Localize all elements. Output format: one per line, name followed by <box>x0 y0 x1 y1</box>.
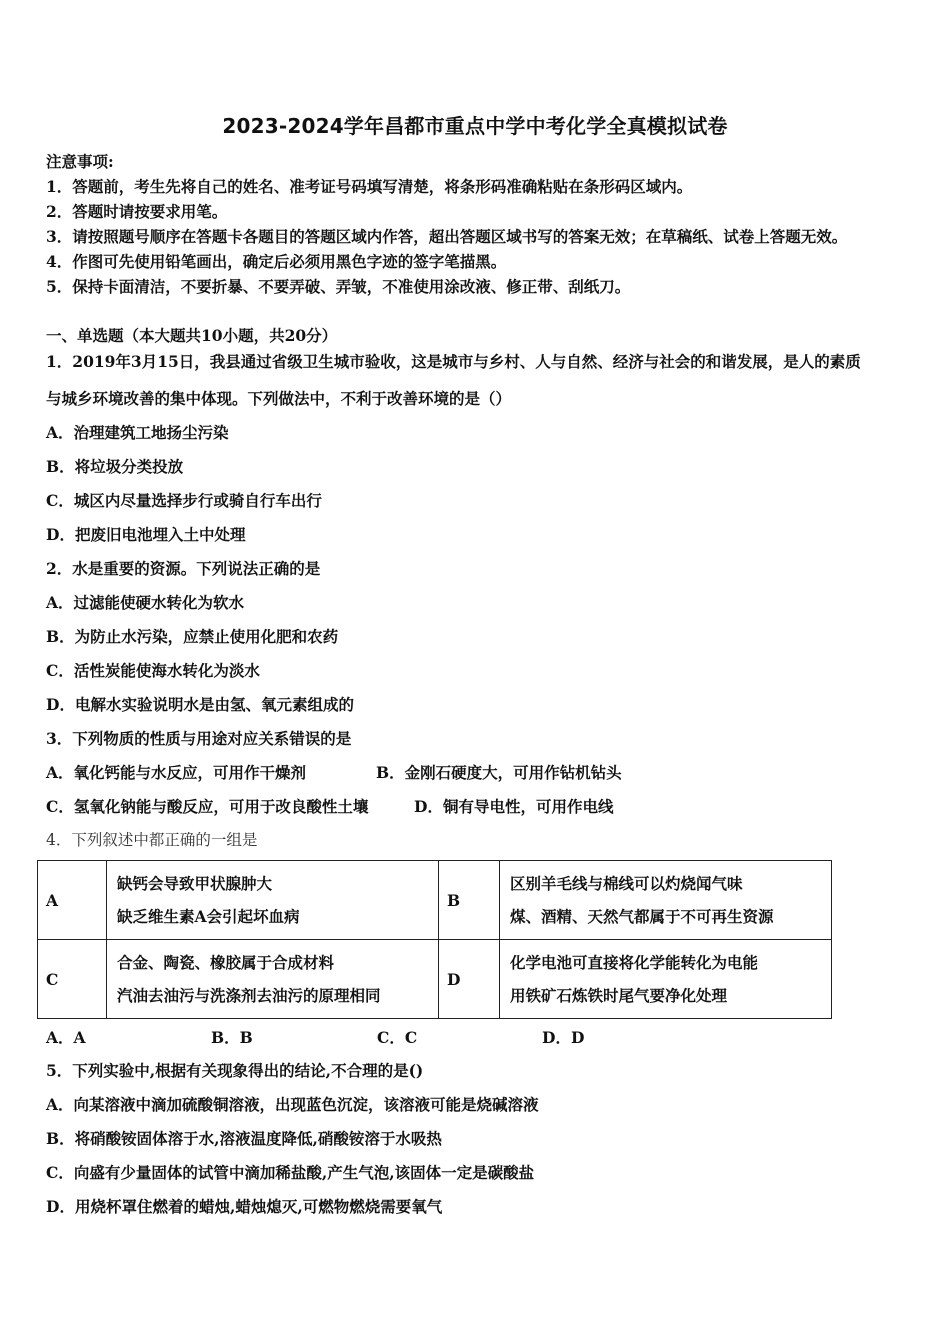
notice-item: 1．答题前，考生先将自己的姓名、准考证号码填写清楚，将条形码准确粘贴在条形码区域内。 <box>46 177 693 196</box>
q2-option-a: A．过滤能使硬水转化为软水 <box>46 593 245 612</box>
q3-option-b: B．金刚石硬度大，可用作钻机钻头 <box>376 763 622 782</box>
q4-stem: 4．下列叙述中都正确的一组是 <box>46 831 258 849</box>
q2-stem: 2．水是重要的资源。下列说法正确的是 <box>46 559 321 578</box>
notice-heading: 注意事项: <box>46 152 114 171</box>
notice-item: 4．作图可先使用铅笔画出，确定后必须用黑色字迹的签字笔描黑。 <box>46 252 507 271</box>
q3-option-a: A．氧化钙能与水反应，可用作干燥剂 <box>46 763 307 782</box>
q5-stem: 5．下列实验中,根据有关现象得出的结论,不合理的是() <box>46 1061 424 1080</box>
notice-item: 5．保持卡面清洁，不要折暴、不要弄破、弄皱，不准使用涂改液、修正带、刮纸刀。 <box>46 277 631 296</box>
notice-item: 3．请按照题号顺序在答题卡各题目的答题区域内作答，超出答题区域书写的答案无效；在草稿纸、试卷上答题无效。 <box>46 227 848 246</box>
page-title: 2023-2024学年昌都市重点中学中考化学全真模拟试卷 <box>222 114 728 138</box>
cell-line: 缺乏维生素A会引起坏血病 <box>117 907 300 926</box>
q1-stem-line2: 与城乡环境改善的集中体现。下列做法中，不利于改善环境的是（） <box>46 389 512 408</box>
table-cell-label: C <box>38 940 107 1019</box>
q2-option-d: D．电解水实验说明水是由氢、氧元素组成的 <box>46 695 354 714</box>
table-row <box>38 940 832 1019</box>
cell-line: 用铁矿石炼铁时尾气要净化处理 <box>510 986 728 1005</box>
table-cell <box>500 940 832 1019</box>
table-cell <box>500 861 832 940</box>
cell-line: 煤、酒精、天然气都属于不可再生资源 <box>510 907 774 926</box>
notice-item: 2．答题时请按要求用笔。 <box>46 202 228 221</box>
table-cell-label: D <box>439 940 500 1019</box>
q5-option-b: B．将硝酸铵固体溶于水,溶液温度降低,硝酸铵溶于水吸热 <box>46 1129 442 1148</box>
q4-option-c: C．C <box>377 1028 418 1047</box>
q1-option-a: A．治理建筑工地扬尘污染 <box>46 423 229 442</box>
q3-stem: 3．下列物质的性质与用途对应关系错误的是 <box>46 729 352 748</box>
cell-line: 化学电池可直接将化学能转化为电能 <box>510 953 759 972</box>
q1-option-c: C．城区内尽量选择步行或骑自行车出行 <box>46 491 322 510</box>
q1-stem-line1: 1．2019年3月15日，我县通过省级卫生城市验收，这是城市与乡村、人与自然、经济与社会的和谐发展，是人的素质 <box>46 352 861 371</box>
cell-line: 缺钙会导致甲状腺肿大 <box>117 874 273 893</box>
table-cell-label: B <box>439 861 500 940</box>
q4-option-d: D．D <box>542 1028 585 1047</box>
q4-option-a: A．A <box>46 1028 86 1047</box>
table-cell <box>107 861 439 940</box>
section-heading: 一、单选题（本大题共10小题，共20分） <box>46 326 338 345</box>
table-cell <box>107 940 439 1019</box>
q3-option-c: C．氢氧化钠能与酸反应，可用于改良酸性土壤 <box>46 797 369 816</box>
q4-table <box>37 860 832 1019</box>
table-cell-label: A <box>38 861 107 940</box>
q3-option-d: D．铜有导电性，可用作电线 <box>414 797 614 816</box>
q1-option-d: D．把废旧电池埋入土中处理 <box>46 525 246 544</box>
q4-option-b: B．B <box>211 1028 253 1047</box>
table-row <box>38 861 832 940</box>
q5-option-d: D．用烧杯罩住燃着的蜡烛,蜡烛熄灭,可燃物燃烧需要氧气 <box>46 1197 443 1216</box>
q1-option-b: B．将垃圾分类投放 <box>46 457 184 476</box>
q5-option-c: C．向盛有少量固体的试管中滴加稀盐酸,产生气泡,该固体一定是碳酸盐 <box>46 1163 535 1182</box>
cell-line: 区别羊毛线与棉线可以灼烧闻气味 <box>510 874 743 893</box>
q5-option-a: A．向某溶液中滴加硫酸铜溶液，出现蓝色沉淀，该溶液可能是烧碱溶液 <box>46 1095 539 1114</box>
q2-option-c: C．活性炭能使海水转化为淡水 <box>46 661 260 680</box>
q2-option-b: B．为防止水污染，应禁止使用化肥和农药 <box>46 627 339 646</box>
cell-line: 合金、陶瓷、橡胶属于合成材料 <box>117 953 335 972</box>
cell-line: 汽油去油污与洗涤剂去油污的原理相同 <box>117 986 381 1005</box>
